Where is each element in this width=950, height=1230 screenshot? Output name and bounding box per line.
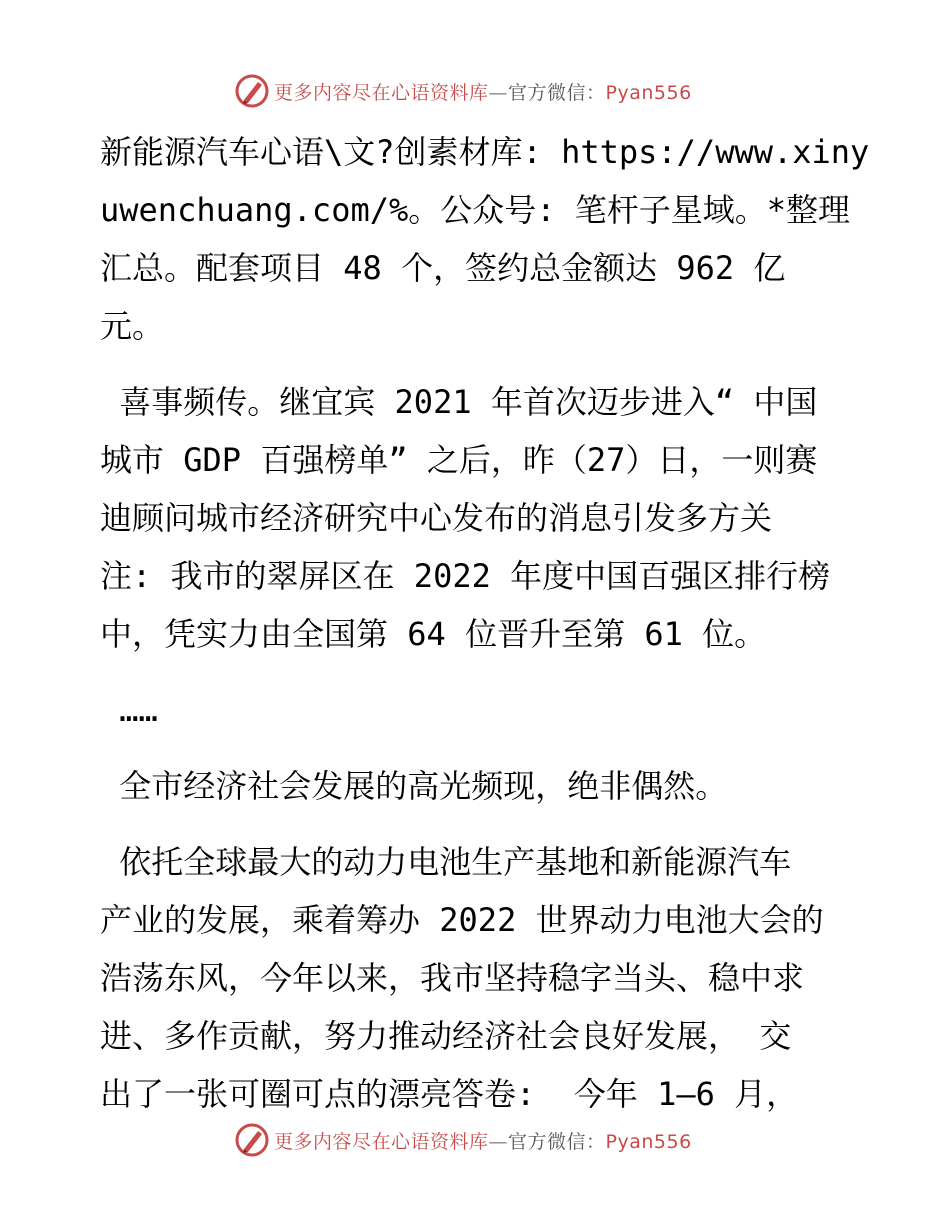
text-line: …… (100, 691, 158, 729)
document-body (100, 123, 870, 1141)
text-line: 全市经济社会发展的高光频现，绝非偶然。 (100, 767, 728, 805)
text-line: 产业的发展，乘着筹办 2022 世界动力电池大会的 (100, 901, 824, 939)
watermark-brand: 更多内容尽在心语资料库 (274, 1130, 489, 1153)
watermark-official-label: 官方微信： (508, 81, 606, 104)
text-line: 依托全球最大的动力电池生产基地和新能源汽车 (100, 843, 792, 881)
text-line: 喜事频传。继宜宾 2021 年首次迈步进入“ 中国 (100, 383, 818, 421)
footer-watermark (234, 1122, 692, 1158)
paragraph (100, 833, 870, 1123)
watermark-brand: 更多内容尽在心语资料库 (274, 81, 489, 104)
text-line: 新能源汽车心语\文?创素材库: https://www.xiny (100, 133, 870, 171)
paragraph (100, 373, 870, 663)
pen-logo-icon (234, 1122, 270, 1158)
watermark-wechat-id: Pyan556 (605, 81, 692, 104)
watermark-wechat-id: Pyan556 (605, 1130, 692, 1153)
header-watermark (234, 73, 692, 109)
text-line: 汇总。配套项目 48 个，签约总金额达 962 亿 (100, 249, 786, 287)
paragraph (100, 123, 870, 355)
text-line: 中，凭实力由全国第 64 位晋升至第 61 位。 (100, 615, 767, 653)
watermark-dash: — (488, 81, 509, 104)
paragraph (100, 757, 870, 815)
paragraph (100, 681, 870, 739)
text-line: 元。 (100, 307, 165, 345)
pen-logo-icon (234, 73, 270, 109)
watermark-official-label: 官方微信： (508, 1130, 606, 1153)
text-line: 注: 我市的翠屏区在 2022 年度中国百强区排行榜 (100, 557, 831, 595)
text-line: uwenchuang.com/%。公众号: 笔杆子星域。*整理 (100, 191, 851, 229)
text-line: 迪顾问城市经济研究中心发布的消息引发多方关 (100, 499, 773, 537)
text-line: 进、多作贡献，努力推动经济社会良好发展， 交 (100, 1017, 792, 1055)
watermark-dash: — (488, 1130, 509, 1153)
text-line: 浩荡东风，今年以来，我市坚持稳字当头、稳中求 (100, 959, 805, 997)
text-line: 城市 GDP 百强榜单” 之后，昨（27）日，一则赛 (100, 441, 818, 479)
text-line: 出了一张可圈可点的漂亮答卷: 今年 1—6 月， (100, 1075, 799, 1113)
